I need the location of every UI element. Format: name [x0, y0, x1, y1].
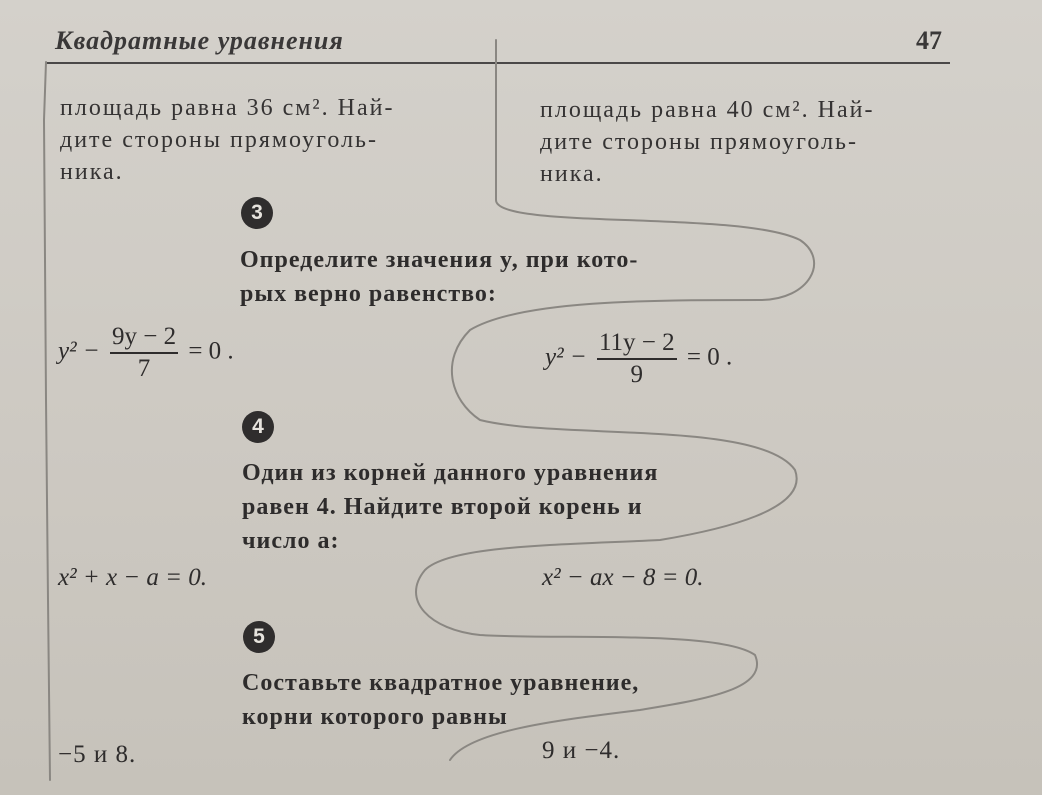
eq3-left-rhs: = 0 . [188, 337, 234, 365]
header-rule [45, 62, 950, 64]
eq3-left-denominator: 7 [137, 355, 151, 382]
eq3-right-denominator: 9 [630, 361, 644, 388]
task-4-line-2: равен 4. Найдите второй корень и [242, 494, 643, 520]
left-intro-line-3: ника. [60, 159, 124, 185]
task-3-line-1: Определите значения y, при кото- [240, 247, 639, 273]
task-5-line-2: корни которого равны [242, 704, 508, 730]
task-4-text [242, 456, 658, 558]
page-number: 47 [916, 26, 942, 55]
running-head: Квадратные уравнения [55, 26, 344, 55]
task-4-line-1: Один из корней данного уравнения [242, 460, 659, 486]
eq4-right: x² − ax − 8 = 0. [542, 564, 704, 591]
left-intro-text [60, 92, 394, 188]
task-4-left-equation [58, 564, 207, 592]
right-intro-line-1: площадь равна 40 см². Най- [540, 97, 875, 123]
task-4-line-3: число a: [242, 528, 340, 554]
task-3-badge: 3 [241, 197, 273, 229]
eq3-right-fraction [597, 328, 677, 390]
eq3-right-numerator: 11y − 2 [597, 328, 677, 360]
task-3-right-equation [545, 328, 732, 390]
eq3-right-lhs: y² − [545, 343, 587, 371]
left-intro-line-1: площадь равна 36 см². Най- [60, 95, 395, 121]
task-5-text [242, 666, 639, 734]
task-5-badge: 5 [243, 621, 275, 653]
task-5-left-answer: −5 и 8. [58, 741, 137, 768]
left-intro-line-2: дите стороны прямоуголь- [60, 127, 378, 153]
eq4-left: x² + x − a = 0. [58, 564, 208, 591]
right-intro-line-2: дите стороны прямоуголь- [540, 129, 858, 155]
task-3-text [240, 243, 638, 311]
eq3-left-numerator: 9y − 2 [110, 322, 178, 354]
task-3-left-equation [58, 322, 234, 384]
eq3-left-lhs: y² − [58, 337, 100, 365]
task-4-right-equation [542, 564, 704, 592]
eq3-right-rhs: = 0 . [686, 343, 733, 371]
task-5-line-1: Составьте квадратное уравнение, [242, 670, 640, 696]
right-intro-text [540, 94, 874, 190]
task-4-badge: 4 [242, 411, 274, 443]
right-intro-line-3: ника. [540, 161, 604, 187]
eq3-left-fraction [110, 322, 178, 384]
task-5-right-answer: 9 и −4. [542, 737, 621, 764]
task-3-line-2: рых верно равенство: [240, 281, 497, 307]
